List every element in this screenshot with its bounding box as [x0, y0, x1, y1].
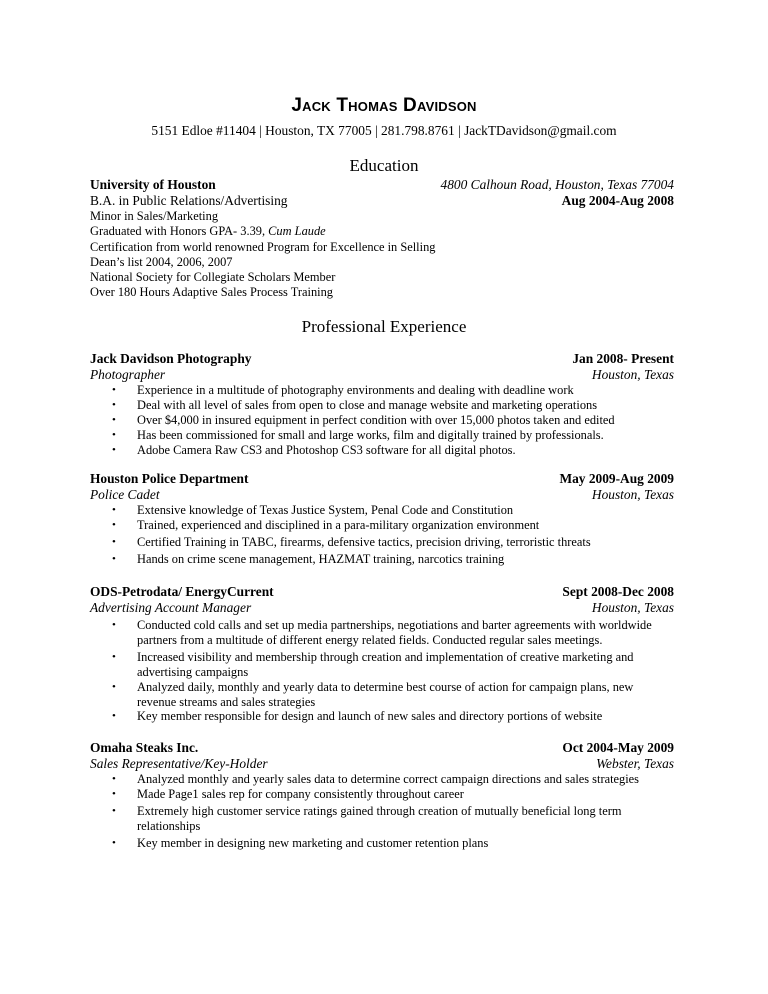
- school-name: University of Houston: [90, 177, 216, 192]
- job-bullet: Adobe Camera Raw CS3 and Photoshop CS3 software for all digital photos.: [137, 443, 516, 457]
- job-bullet: Extremely high customer service ratings gained through creation of mutually beneficial long term: [137, 804, 622, 818]
- bullet-glyph: •: [112, 619, 116, 631]
- job-bullet: Deal with all level of sales from open to close and manage website and marketing operations: [137, 398, 598, 412]
- contact-line: 5151 Edloe #11404 | Houston, TX 77005 | 281.798.8761 | JackTDavidson@gmail.com: [151, 123, 617, 138]
- education-line: Certification from world renowned Program for Excellence in Selling: [90, 240, 436, 254]
- job-location: Webster, Texas: [596, 756, 674, 771]
- job-bullet: Trained, experienced and disciplined in a para-military organization environment: [137, 518, 540, 532]
- job-bullet: Increased visibility and membership through creation and implementation of creative marketing and: [137, 650, 634, 664]
- bullet-glyph: •: [112, 414, 116, 426]
- job-bullet: Analyzed monthly and yearly sales data to determine correct campaign directions and sales strategies: [137, 772, 639, 786]
- honors: [90, 224, 326, 239]
- job-bullet: Key member in designing new marketing and customer retention plans: [137, 836, 489, 850]
- job-role: Photographer: [90, 367, 166, 382]
- honors-text: Graduated with Honors GPA- 3.39,: [90, 224, 269, 238]
- bullet-glyph: •: [112, 553, 116, 565]
- job-role: Sales Representative/Key-Holder: [90, 756, 268, 771]
- education-line: Dean’s list 2004, 2006, 2007: [90, 255, 233, 269]
- experience-heading: Professional Experience: [301, 317, 467, 336]
- education-line: Over 180 Hours Adaptive Sales Process Training: [90, 285, 333, 299]
- bullet-glyph: •: [112, 788, 116, 800]
- bullet-glyph: •: [112, 399, 116, 411]
- bullet-glyph: •: [112, 651, 116, 663]
- job-bullet: Extensive knowledge of Texas Justice System, Penal Code and Constitution: [137, 503, 514, 517]
- bullet-glyph: •: [112, 710, 116, 722]
- education-line: National Society for Collegiate Scholars Member: [90, 270, 336, 284]
- job-location: Houston, Texas: [591, 487, 674, 502]
- job-bullet: Experience in a multitude of photography environments and dealing with deadline work: [137, 383, 574, 397]
- minor: Minor in Sales/Marketing: [90, 209, 219, 223]
- job-dates: Sept 2008-Dec 2008: [562, 584, 674, 599]
- job-role: Advertising Account Manager: [90, 600, 252, 615]
- job-location: Houston, Texas: [591, 600, 674, 615]
- bullet-glyph: •: [112, 773, 116, 785]
- job-bullet-continued: advertising campaigns: [137, 665, 249, 679]
- job-bullet-continued: relationships: [137, 819, 201, 833]
- bullet-glyph: •: [112, 429, 116, 441]
- job-company: Houston Police Department: [90, 471, 249, 486]
- bullet-glyph: •: [112, 805, 116, 817]
- job-dates: Oct 2004-May 2009: [562, 740, 674, 755]
- degree: B.A. in Public Relations/Advertising: [90, 193, 288, 208]
- bullet-glyph: •: [112, 681, 116, 693]
- honors-latin: Cum Laude: [268, 224, 326, 238]
- job-bullet: Certified Training in TABC, firearms, defensive tactics, precision driving, terroristic threats: [137, 535, 591, 549]
- job-location: Houston, Texas: [591, 367, 674, 382]
- degree-dates: Aug 2004-Aug 2008: [561, 193, 674, 208]
- bullet-glyph: •: [112, 384, 116, 396]
- job-bullet: Conducted cold calls and set up media partnerships, negotiations and barter agreements with worldwide: [137, 618, 652, 632]
- job-company: ODS-Petrodata/ EnergyCurrent: [90, 584, 274, 599]
- job-dates: Jan 2008- Present: [572, 351, 674, 366]
- school-address: 4800 Calhoun Road, Houston, Texas 77004: [440, 177, 674, 192]
- bullet-glyph: •: [112, 519, 116, 531]
- job-bullet-continued: partners from a multitude of different energy related fields. Conducted regular sales meetings.: [137, 633, 603, 647]
- job-bullet: Made Page1 sales rep for company consistently throughout career: [137, 787, 464, 801]
- job-company: Omaha Steaks Inc.: [90, 740, 199, 755]
- job-bullet: Has been commissioned for small and large works, film and digitally trained by professionals.: [137, 428, 604, 442]
- job-bullet-continued: revenue streams and sales strategies: [137, 695, 316, 709]
- bullet-glyph: •: [112, 837, 116, 849]
- resume-name: Jack Thomas Davidson: [291, 95, 477, 116]
- job-dates: May 2009-Aug 2009: [559, 471, 674, 486]
- job-bullet: Hands on crime scene management, HAZMAT training, narcotics training: [137, 552, 505, 566]
- education-heading: Education: [349, 156, 419, 175]
- job-role: Police Cadet: [90, 487, 160, 502]
- bullet-glyph: •: [112, 444, 116, 456]
- bullet-glyph: •: [112, 504, 116, 516]
- job-bullet: Key member responsible for design and launch of new sales and directory portions of website: [137, 709, 603, 723]
- job-bullet: Analyzed daily, monthly and yearly data to determine best course of action for campaign plans, new: [137, 680, 634, 694]
- bullet-glyph: •: [112, 536, 116, 548]
- job-company: Jack Davidson Photography: [90, 351, 252, 366]
- job-bullet: Over $4,000 in insured equipment in perfect condition with over 15,000 photos taken and edited: [137, 413, 615, 427]
